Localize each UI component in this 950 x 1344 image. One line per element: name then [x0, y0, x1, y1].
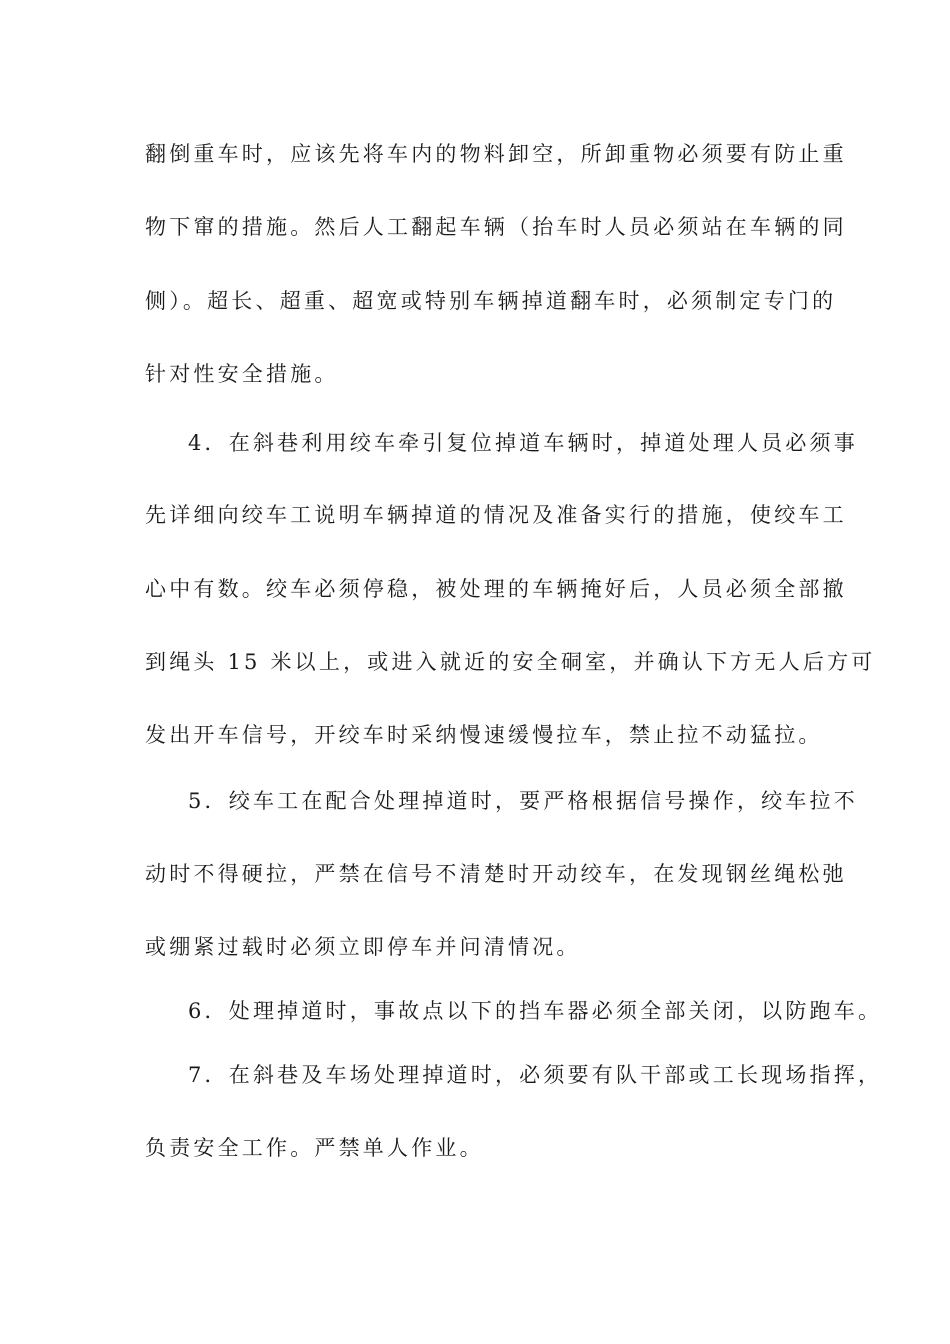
- item-7-line-2: 负责安全工作。严禁单人作业。: [145, 1136, 484, 1160]
- text-line-2: 物下窜的措施。然后人工翻起车辆（抬车时人员必须站在车辆的同: [145, 215, 847, 239]
- text-line-3: 侧）。超长、超重、超宽或特别车辆掉道翻车时，必须制定专门的: [145, 289, 837, 313]
- item-4-line-4: 到绳头 15 米以上，或进入就近的安全硐室，并确认下方无人后方可: [145, 650, 876, 674]
- item-4-line-1: 4．在斜巷利用绞车牵引复位掉道车辆时，掉道处理人员必须事: [188, 431, 858, 455]
- item-5-line-2: 动时不得硬拉，严禁在信号不清楚时开动绞车，在发现钢丝绳松弛: [145, 862, 847, 886]
- item-4-line-5: 发出开车信号，开绞车时采纳慢速缓慢拉车，禁止拉不动猛拉。: [145, 723, 823, 747]
- item-5-line-3: 或绷紧过载时必须立即停车并问清情况。: [145, 935, 581, 959]
- item-7-line-1: 7．在斜巷及车场处理掉道时，必须要有队干部或工长现场指挥，: [188, 1063, 883, 1087]
- item-4-line-3: 心中有数。绞车必须停稳，被处理的车辆掩好后，人员必须全部撤: [145, 577, 847, 601]
- item-5-line-1: 5．绞车工在配合处理掉道时，要严格根据信号操作，绞车拉不: [188, 789, 858, 813]
- text-line-4: 针对性安全措施。: [145, 362, 339, 386]
- text-line-1: 翻倒重车时，应该先将车内的物料卸空，所卸重物必须要有防止重: [145, 142, 847, 166]
- item-6-line-1: 6．处理掉道时，事故点以下的挡车器必须全部关闭，以防跑车。: [188, 999, 883, 1023]
- item-4-line-2: 先详细向绞车工说明车辆掉道的情况及准备实行的措施，使绞车工: [145, 503, 847, 527]
